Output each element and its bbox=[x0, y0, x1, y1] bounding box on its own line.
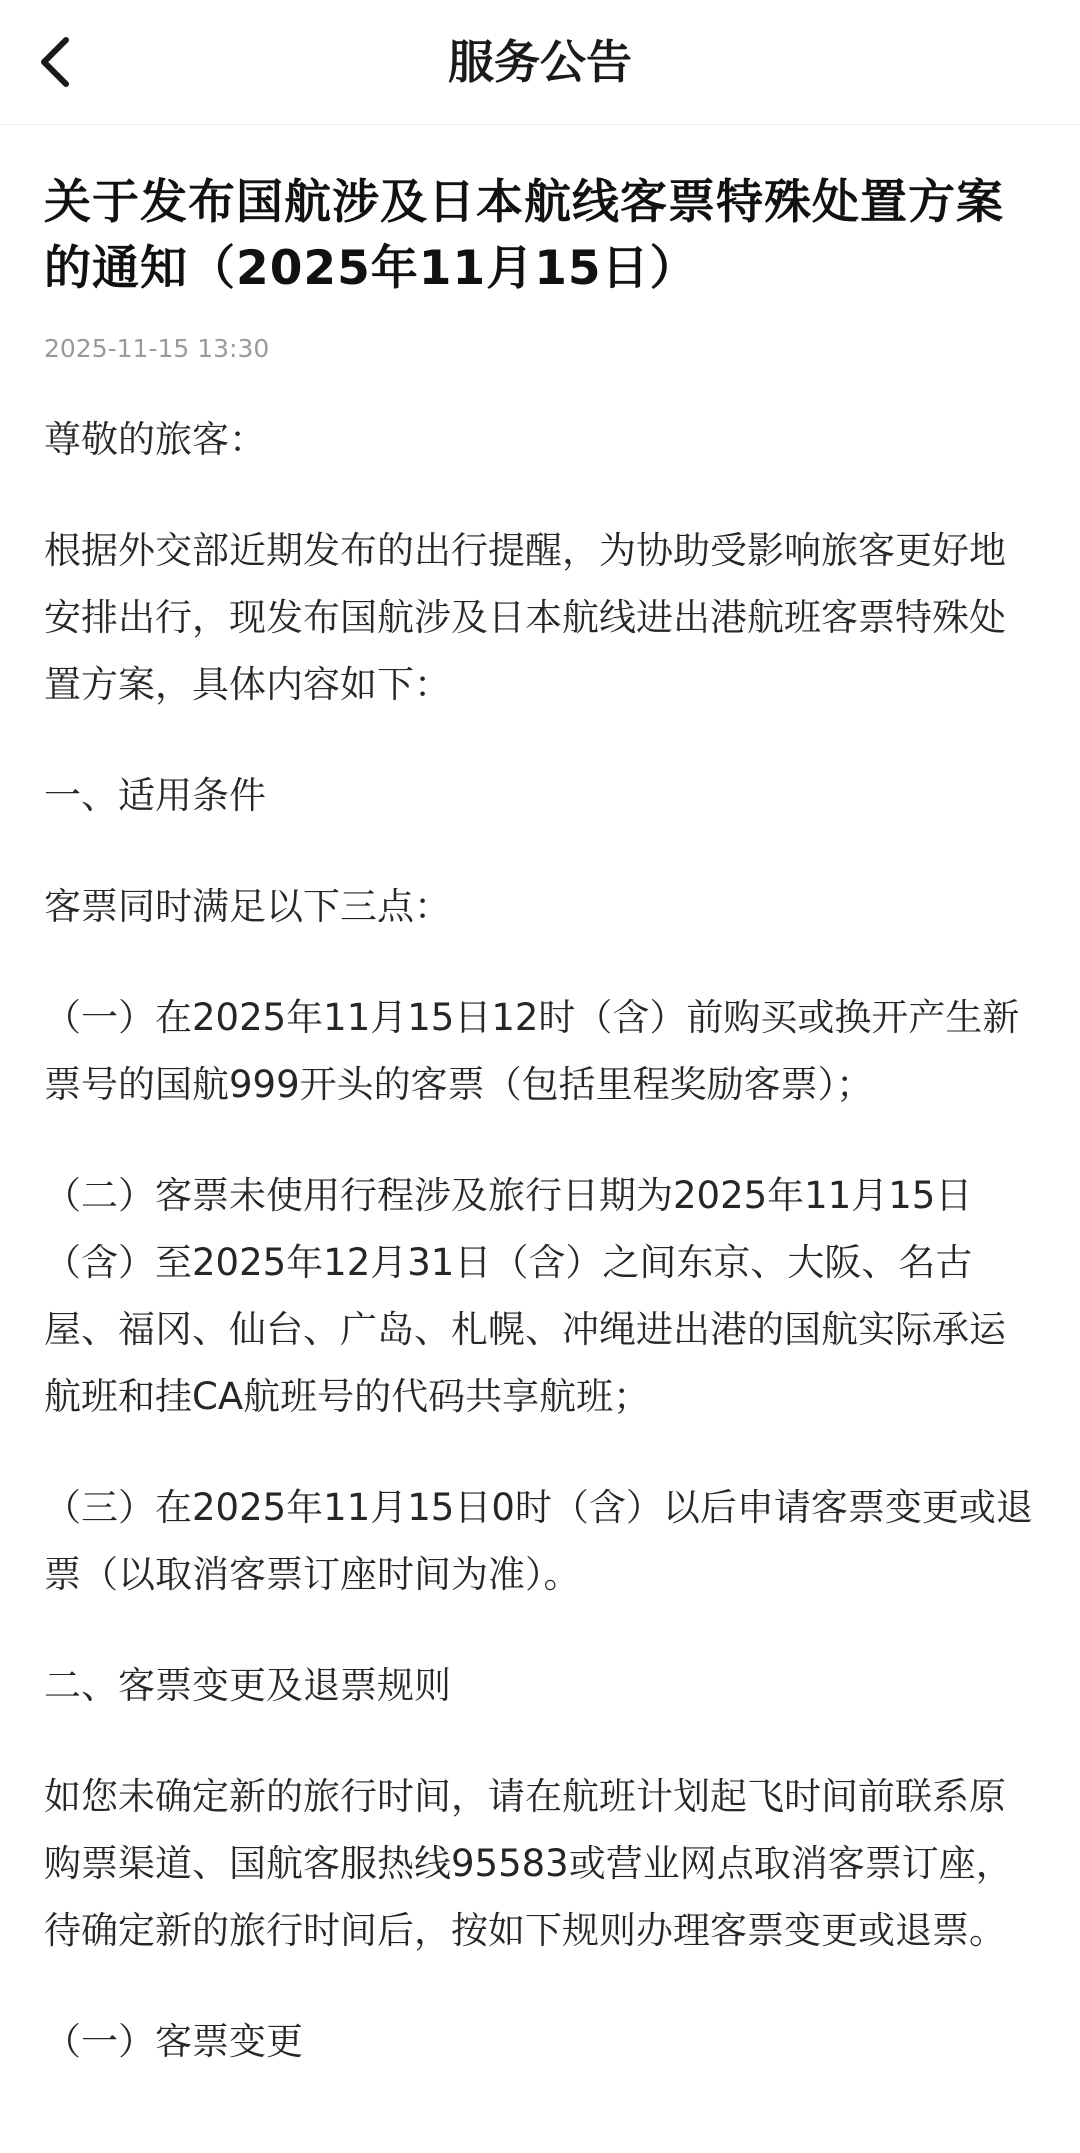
condition-item: （一）在2025年11月15日12时（含）前购买或换开产生新票号的国航999开头的客票（包括里程奖励客票）； bbox=[44, 996, 1020, 1106]
condition-item: （二）客票未使用行程涉及旅行日期为2025年11月15日（含）至2025年12月31日（含）之间东京、大阪、名古屋、福冈、仙台、广岛、札幌、冲绳进出港的国航实际承运航班和挂CA航班号的代码共享航班； bbox=[44, 1174, 1006, 1418]
paragraph: 如您未确定新的旅行时间，请在航班计划起飞时间前联系原购票渠道、国航客服热线95583或营业网点取消客票订座，待确定新的旅行时间后，按如下规则办理客票变更或退票。 bbox=[44, 1775, 1013, 1952]
article bbox=[44, 170, 1040, 2119]
paragraph: 客票同时满足以下三点： bbox=[44, 885, 451, 928]
article-timestamp: 2025-11-15 13:30 bbox=[44, 334, 270, 363]
section-heading: 二、客票变更及退票规则 bbox=[44, 1664, 451, 1707]
condition-item: （三）在2025年11月15日0时（含）以后申请客票变更或退票（以取消客票订座时间为准）。 bbox=[44, 1486, 1033, 1596]
greeting: 尊敬的旅客： bbox=[44, 418, 266, 461]
intro-paragraph: 根据外交部近期发布的出行提醒，为协助受影响旅客更好地安排出行，现发布国航涉及日本航线进出港航班客票特殊处置方案，具体内容如下： bbox=[44, 529, 1006, 706]
nav-bar bbox=[0, 0, 1080, 125]
subsection-heading: （一）客票变更 bbox=[44, 2020, 303, 2063]
section-heading: 一、适用条件 bbox=[44, 774, 266, 817]
page-title: 服务公告 bbox=[448, 35, 632, 89]
article-title: 关于发布国航涉及日本航线客票特殊处置方案的通知（2025年11月15日） bbox=[44, 175, 1004, 296]
article-body bbox=[44, 406, 1040, 2075]
